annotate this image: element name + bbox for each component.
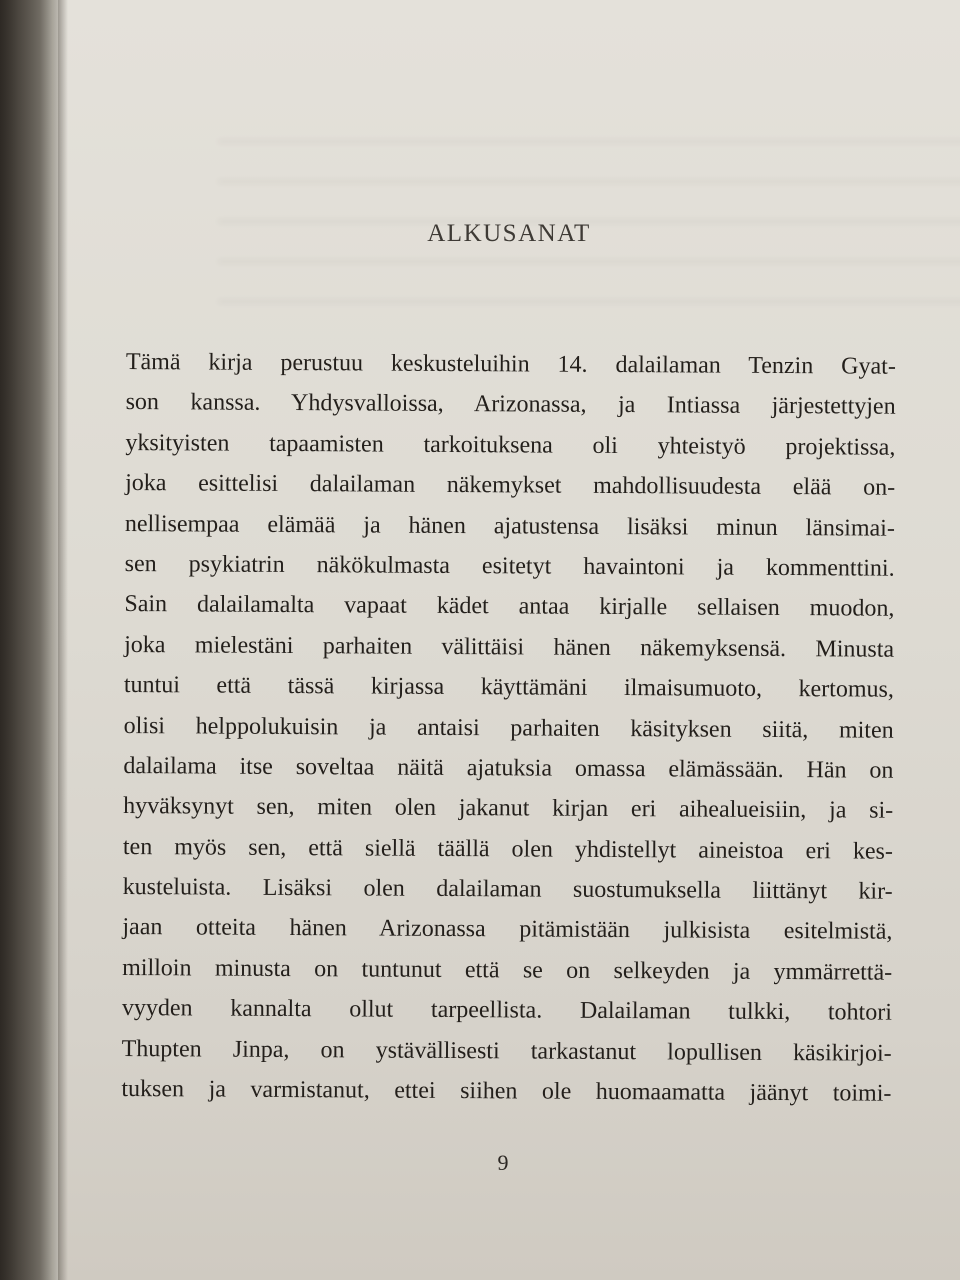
text-line: yksityisten tapaamisten tarkoituksena oli yhteistyö projektissa, <box>125 429 896 461</box>
page-number: 9 <box>497 1150 509 1175</box>
text-line: tuntui että tässä kirjassa käyttämäni ilmaisumuoto, kertomus, <box>123 672 894 703</box>
text-line: kusteluista. Lisäksi olen dalailaman suostumuksella liittänyt kir- <box>122 874 893 905</box>
text-line: dalailama itse soveltaa näitä ajatuksia omassa elämässään. Hän on <box>123 752 894 784</box>
text-line: son kanssa. Yhdysvalloissa, Arizonassa, ja Intiassa järjestettyjen <box>125 389 896 421</box>
text-line: joka mielestäni parhaiten välittäisi hänen näkemyksensä. Minusta <box>124 631 895 663</box>
page-edge-shadow <box>58 0 68 1280</box>
book-page <box>58 0 960 1280</box>
text-line: olisi helppolukuisin ja antaisi parhaiten käsityksen siitä, miten <box>123 712 894 744</box>
chapter-heading: ALKUSANAT <box>427 220 591 247</box>
text-line: ten myös sen, että siellä täällä olen yhdistellyt aineistoa eri kes- <box>122 833 893 865</box>
text-line: joka esittelisi dalailaman näkemykset mahdollisuudesta elää on- <box>125 470 896 501</box>
text-line: nellisempaa elämää ja hänen ajatustensa lisäksi minun länsimai- <box>124 510 895 542</box>
text-line: vyyden kannalta ollut tarpeellista. Dalailaman tulkki, tohtori <box>121 995 892 1026</box>
text-line: milloin minusta on tuntunut että se on selkeyden ja ymmärrettä- <box>122 954 893 986</box>
text-line: sen psykiatrin näkökulmasta esitetyt havaintoni ja kommenttini. <box>124 550 895 582</box>
text-line: tuksen ja varmistanut, ettei siihen ole huomaamatta jäänyt toimi- <box>121 1076 892 1107</box>
text-line: Thupten Jinpa, on ystävällisesti tarkastanut lopullisen käsikirjoi- <box>121 1035 892 1067</box>
text-line: hyväksynyt sen, miten olen jakanut kirjan eri aihealueisiin, ja si- <box>123 793 894 824</box>
text-line: Sain dalailamalta vapaat kädet antaa kirjalle sellaisen muodon, <box>124 591 895 623</box>
text-line: jaan otteita hänen Arizonassa pitämistään julkisista esitelmistä, <box>122 914 893 946</box>
text-line: Tämä kirja perustuu keskusteluihin 14. dalailaman Tenzin Gyat- <box>125 348 896 380</box>
body-text <box>121 342 896 1114</box>
